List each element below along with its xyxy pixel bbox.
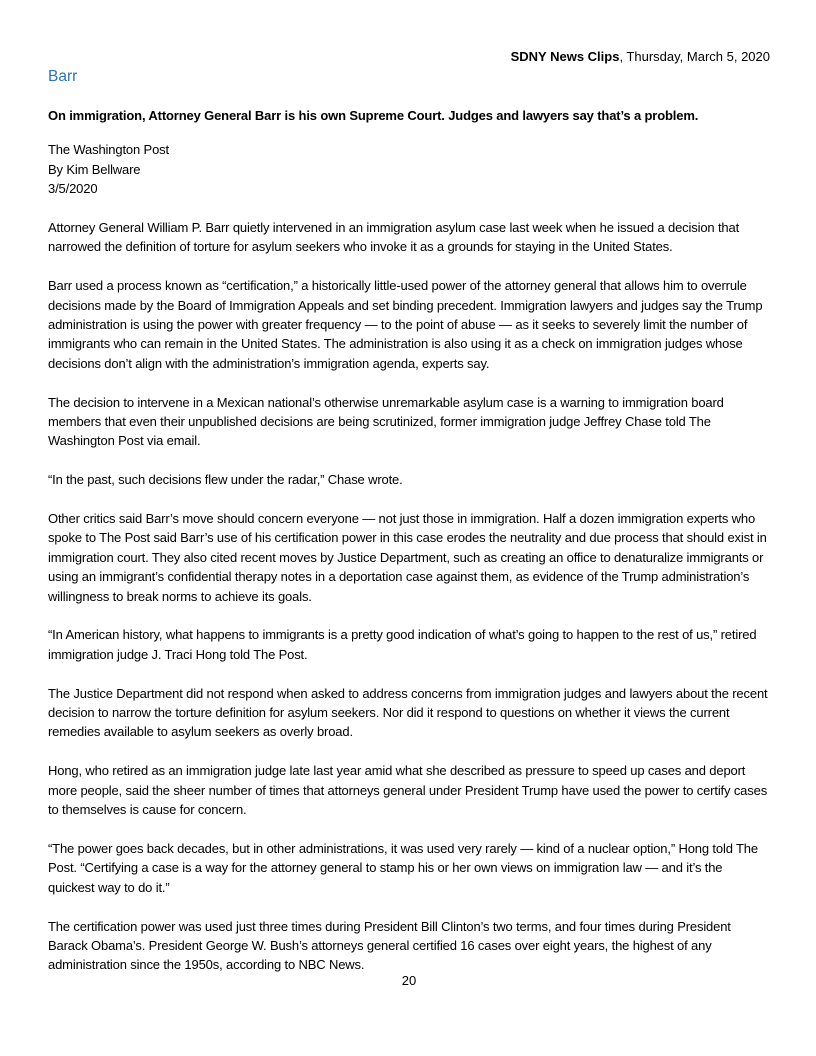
article-headline: On immigration, Attorney General Barr is his own Supreme Court. Judges and lawyers say that’s a problem.	[48, 108, 699, 123]
article-meta	[48, 140, 770, 198]
article-paragraph: Other critics said Barr’s move should concern everyone — not just those in immigration. Half a dozen immigration experts who spoke to The Post said Barr’s use of his certification power in this case erodes the neutrality and due process that should exist in immigration court. They also cited recent moves by Justice Department, such as creating an office to denaturalize immigrants or using an immigrant’s confidential therapy notes in a deportation case against them, as evidence of the Trump administration’s willingness to break norms to achieve its goals.	[48, 511, 767, 604]
article-paragraph: “In the past, such decisions flew under the radar,” Chase wrote.	[48, 472, 403, 488]
article-paragraph: The Justice Department did not respond when asked to address concerns from immigration judges and lawyers about the recent decision to narrow the torture definition for asylum seekers. Nor did it respond to questions on whether it views the current remedies available to asylum seekers as overly broad.	[48, 685, 768, 740]
header-source: SDNY News Clips	[510, 49, 620, 64]
section-heading: Barr	[48, 68, 78, 85]
running-header	[511, 49, 770, 65]
article-byline: By Kim Bellware	[48, 161, 141, 177]
article-paragraph: Hong, who retired as an immigration judge late last year amid what she described as pressure to speed up cases and deport more people, said the sheer number of times that attorneys general under President Trump have used the power to certify cases to themselves is cause for concern.	[48, 763, 768, 818]
article-paragraph: Barr used a process known as “certification,” a historically little-used power of the attorney general that allows him to overrule decisions made by the Board of Immigration Appeals and set binding precedent. Immigration lawyers and judges say the Trump administration is using the power with greater frequency — to the point of abuse — as it seeks to severely limit the number of immigrants who can remain in the United States. The administration is also using it as a check on immigration judges whose decisions don’t align with the administration’s immigration agenda, experts say.	[48, 278, 763, 371]
article-paragraph: “The power goes back decades, but in other administrations, it was used very rarely — kind of a nuclear option,” Hong told The Post. “Certifying a case is a way for the attorney general to stamp his or her own views on immigration law — and it’s the quickest way to do it.”	[48, 840, 758, 895]
article-date: 3/5/2020	[48, 181, 98, 197]
article-publication: The Washington Post	[48, 142, 169, 158]
page-number: 20	[401, 973, 417, 988]
header-date: , Thursday, March 5, 2020	[619, 49, 770, 64]
article-paragraph: The certification power was used just three times during President Bill Clinton’s two terms, and four times during President Barack Obama’s. President George W. Bush’s attorneys general certified 16 cases over eight years, the highest of any administration since the 1950s, according to NBC News.	[48, 918, 731, 973]
article-paragraph: “In American history, what happens to immigrants is a pretty good indication of what’s going to happen to the rest of us,” retired immigration judge J. Traci Hong told The Post.	[48, 627, 757, 662]
article-paragraph: Attorney General William P. Barr quietly intervened in an immigration asylum case last week when he issued a decision that narrowed the definition of torture for asylum seekers who invoke it as a grounds for staying in the United States.	[48, 220, 740, 255]
article	[48, 106, 770, 994]
article-paragraph: The decision to intervene in a Mexican national’s otherwise unremarkable asylum case is a warning to immigration board members that even their unpublished decisions are being scrutinized, former immigration judge Jeffrey Chase told The Washington Post via email.	[48, 394, 724, 449]
